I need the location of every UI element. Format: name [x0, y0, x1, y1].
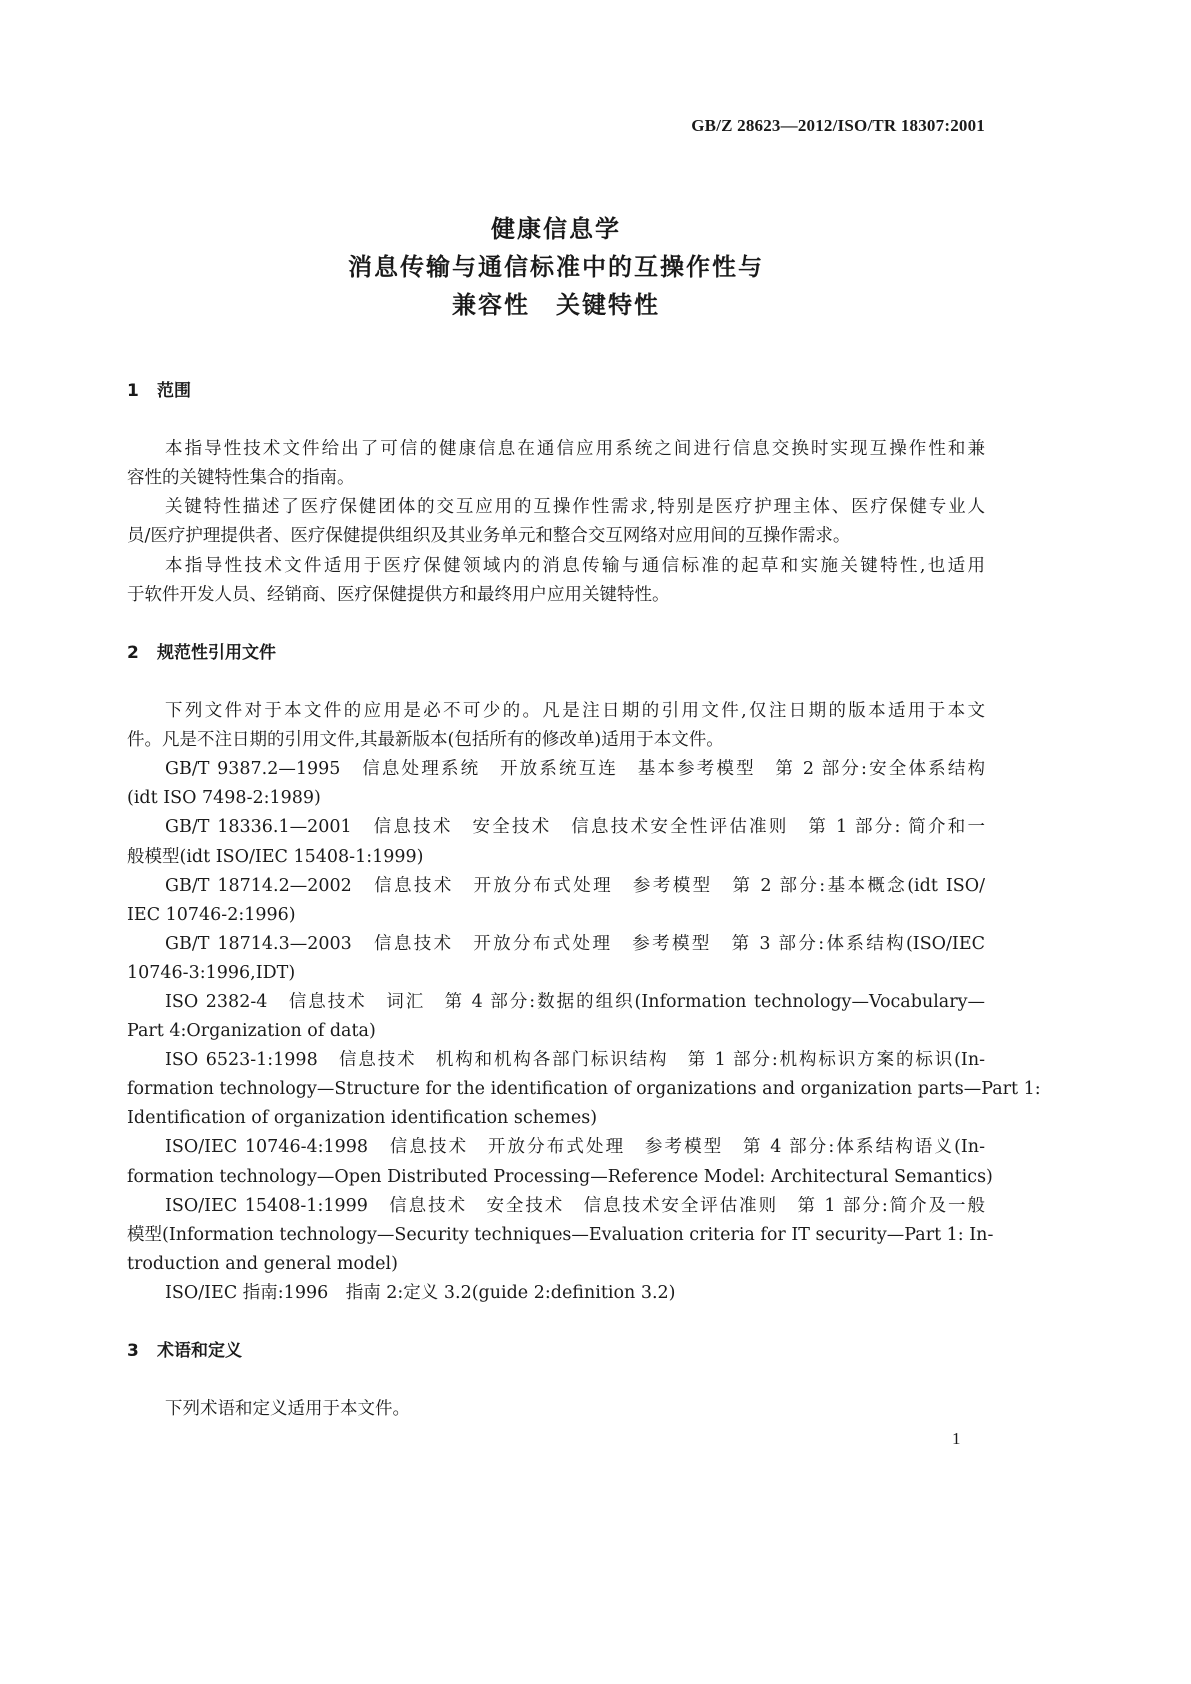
text-line: 10746-3:1996,IDT): [127, 962, 296, 983]
text-line: 容性的关键特性集合的指南。: [127, 468, 355, 489]
text-line: 下列文件对于本文件的应用是必不可少的。凡是注日期的引用文件,仅注日期的版本适用于本文: [165, 701, 985, 722]
section-number: 1: [127, 381, 139, 401]
text-line: 下列术语和定义适用于本文件。: [165, 1399, 410, 1420]
paragraph: [127, 435, 985, 493]
text-line: IEC 10746-2:1996): [127, 904, 296, 925]
title-line: 消息传输与通信标准中的互操作性与: [348, 253, 764, 281]
paragraph: [127, 552, 985, 610]
document-title: [127, 210, 985, 324]
text-line: 关键特性描述了医疗保健团体的交互应用的互操作性需求,特别是医疗护理主体、医疗保健专业人: [165, 497, 985, 518]
section-heading: [127, 1337, 985, 1366]
standard-code-header: GB/Z 28623—2012/ISO/TR 18307:2001: [691, 116, 985, 135]
text-line: 模型(Information technology—Security techniques—Evaluation criteria for IT security—Part 1: In-: [127, 1224, 994, 1245]
text-line: GB/T 18714.2—2002 信息技术 开放分布式处理 参考模型 第 2 部分:基本概念(idt ISO/: [165, 875, 985, 896]
section-heading: [127, 377, 985, 406]
paragraph: [127, 988, 985, 1046]
spacer: [127, 610, 985, 639]
document-body: [127, 377, 1041, 1424]
text-line: GB/T 9387.2—1995 信息处理系统 开放系统互连 基本参考模型 第 2 部分:安全体系结构: [165, 759, 985, 780]
text-line: 般模型(idt ISO/IEC 15408-1:1999): [127, 846, 424, 867]
title-line: 兼容性 关键特性: [452, 291, 660, 319]
text-line: troduction and general model): [127, 1253, 398, 1274]
text-line: ISO/IEC 15408-1:1999 信息技术 安全技术 信息技术安全评估准则 第 1 部分:简介及一般: [165, 1195, 985, 1216]
text-line: ISO 2382-4 信息技术 词汇 第 4 部分:数据的组织(Information technology—Vocabulary—: [165, 991, 985, 1012]
section-title: 规范性引用文件: [157, 642, 276, 663]
spacer: [127, 1308, 985, 1337]
paragraph: [127, 493, 985, 551]
text-line: 员/医疗护理提供者、医疗保健提供组织及其业务单元和整合交互网络对应用间的互操作需求。: [127, 526, 851, 547]
text-line: Identification of organization identification schemes): [127, 1108, 598, 1129]
text-line: Part 4:Organization of data): [127, 1021, 376, 1042]
spacer: [127, 668, 985, 697]
paragraph: [127, 1395, 985, 1424]
text-line: GB/T 18714.3—2003 信息技术 开放分布式处理 参考模型 第 3 部分:体系结构(ISO/IEC: [165, 933, 985, 954]
text-line: GB/T 18336.1—2001 信息技术 安全技术 信息技术安全性评估准则 第 1 部分: 简介和一: [165, 817, 985, 838]
text-line: 本指导性技术文件给出了可信的健康信息在通信应用系统之间进行信息交换时实现互操作性和兼: [165, 439, 985, 460]
paragraph: [127, 1192, 994, 1279]
paragraph: [127, 1279, 985, 1308]
section-number: 3: [127, 1341, 139, 1362]
paragraph: [127, 1046, 1041, 1133]
text-line: ISO/IEC 10746-4:1998 信息技术 开放分布式处理 参考模型 第 4 部分:体系结构语义(In-: [165, 1137, 985, 1158]
text-line: 于软件开发人员、经销商、医疗保健提供方和最终用户应用关键特性。: [127, 584, 670, 605]
spacer: [127, 406, 985, 435]
section-title: 范围: [157, 381, 191, 401]
text-line: formation technology—Structure for the identification of organizations and organization parts—Part 1:: [127, 1079, 1041, 1100]
paragraph: [127, 872, 985, 930]
page-number: 1: [952, 1429, 961, 1448]
title-line: 健康信息学: [491, 215, 621, 243]
text-line: ISO/IEC 指南:1996 指南 2:定义 3.2(guide 2:definition 3.2): [165, 1282, 676, 1303]
spacer: [127, 1366, 985, 1395]
section-heading: [127, 639, 985, 668]
section-title: 术语和定义: [157, 1341, 242, 1362]
text-line: (idt ISO 7498-2:1989): [127, 788, 321, 809]
paragraph: [127, 1133, 993, 1191]
section-number: 2: [127, 642, 139, 663]
paragraph: [127, 755, 985, 813]
text-line: ISO 6523-1:1998 信息技术 机构和机构各部门标识结构 第 1 部分:机构标识方案的标识(In-: [165, 1050, 985, 1071]
paragraph: [127, 813, 985, 871]
text-line: formation technology—Open Distributed Processing—Reference Model: Architectural Semantics): [127, 1166, 993, 1187]
text-line: 件。凡是不注日期的引用文件,其最新版本(包括所有的修改单)适用于本文件。: [127, 730, 724, 751]
paragraph: [127, 697, 985, 755]
paragraph: [127, 930, 985, 988]
text-line: 本指导性技术文件适用于医疗保健领域内的消息传输与通信标准的起草和实施关键特性,也适用: [165, 555, 985, 576]
